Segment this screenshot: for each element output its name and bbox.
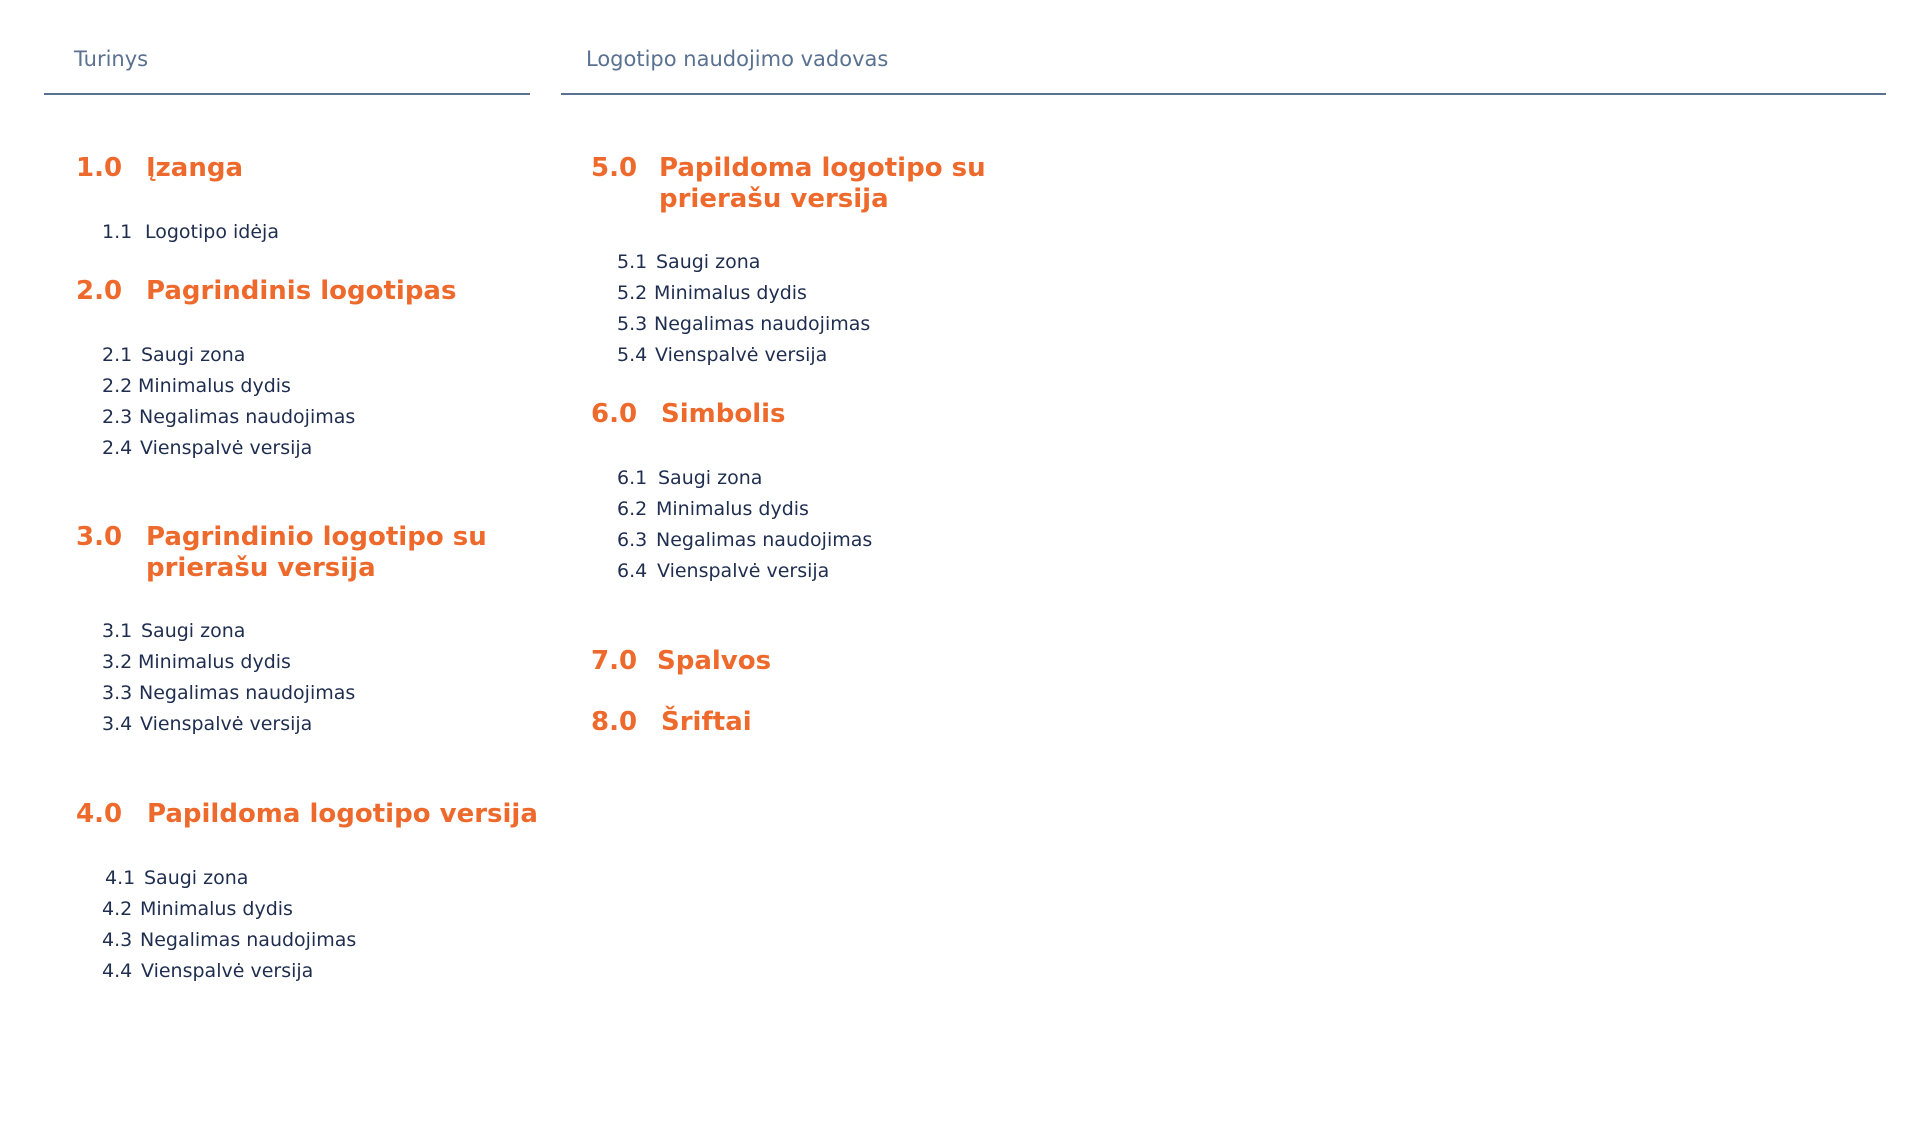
item-number: 5.2 xyxy=(617,282,648,304)
toc-section-3[interactable] xyxy=(76,522,487,735)
toc-item-6-1[interactable] xyxy=(617,463,872,494)
item-label: Vienspalvė versija xyxy=(140,713,313,735)
item-label: Negalimas naudojimas xyxy=(654,313,871,335)
item-number: 6.4 xyxy=(617,560,648,582)
item-label: Minimalus dydis xyxy=(656,498,809,520)
subsection-list xyxy=(617,463,872,587)
section-title-line-2: prierašu versija xyxy=(659,184,889,214)
section-number: 1.0 xyxy=(76,153,123,183)
item-label: Vienspalvė versija xyxy=(141,960,314,982)
section-title-text: Spalvos xyxy=(657,646,772,676)
item-label: Negalimas naudojimas xyxy=(140,929,357,951)
toc-item-4-4[interactable] xyxy=(102,956,356,987)
toc-section-4[interactable] xyxy=(76,799,538,982)
item-label: Saugi zona xyxy=(658,467,763,489)
section-title xyxy=(591,646,771,677)
section-title xyxy=(591,399,786,430)
item-label: Minimalus dydis xyxy=(138,651,291,673)
item-number: 4.3 xyxy=(102,929,133,951)
section-number: 4.0 xyxy=(76,799,123,829)
item-number: 2.1 xyxy=(102,344,133,366)
section-title-text: Pagrindinis logotipas xyxy=(146,276,457,306)
toc-item-4-2[interactable] xyxy=(102,894,356,925)
section-title-text: Papildoma logotipo versija xyxy=(147,799,538,829)
item-number: 2.3 xyxy=(102,406,133,428)
section-number: 5.0 xyxy=(591,153,638,183)
section-title-text: Šriftai xyxy=(661,707,752,737)
subsection-list xyxy=(102,340,355,464)
toc-item-4-1[interactable] xyxy=(105,863,356,894)
section-number: 2.0 xyxy=(76,276,123,306)
item-label: Vienspalvė versija xyxy=(140,437,313,459)
toc-item-2-4[interactable] xyxy=(102,433,355,464)
item-label: Saugi zona xyxy=(144,867,249,889)
item-number: 5.3 xyxy=(617,313,648,335)
item-number: 4.1 xyxy=(105,867,136,889)
toc-item-2-3[interactable] xyxy=(102,402,355,433)
toc-item-3-4[interactable] xyxy=(102,709,355,740)
section-title-text xyxy=(659,153,986,215)
section-title xyxy=(591,153,986,215)
item-number: 2.4 xyxy=(102,437,133,459)
section-title xyxy=(76,522,487,584)
item-label: Minimalus dydis xyxy=(140,898,293,920)
toc-section-7[interactable] xyxy=(591,646,771,677)
toc-item-3-3[interactable] xyxy=(102,678,355,709)
section-title xyxy=(76,276,456,307)
item-label: Saugi zona xyxy=(656,251,761,273)
section-number: 6.0 xyxy=(591,399,638,429)
item-number: 5.1 xyxy=(617,251,648,273)
toc-section-8[interactable] xyxy=(591,707,752,738)
section-title-line-1: Papildoma logotipo su xyxy=(659,153,986,183)
item-number: 6.2 xyxy=(617,498,648,520)
item-number: 2.2 xyxy=(102,375,133,397)
item-label: Minimalus dydis xyxy=(654,282,807,304)
item-number: 3.2 xyxy=(102,651,133,673)
subsection-list xyxy=(102,217,279,248)
subsection-list xyxy=(617,247,870,371)
guide-header xyxy=(561,0,1886,95)
contents-header-label: Turinys xyxy=(74,47,149,71)
section-title xyxy=(76,153,243,184)
section-title xyxy=(76,799,538,830)
item-number: 4.4 xyxy=(102,960,133,982)
toc-item-5-2[interactable] xyxy=(617,278,870,309)
toc-section-6[interactable] xyxy=(591,399,873,582)
toc-item-1-1[interactable] xyxy=(102,217,279,248)
item-label: Negalimas naudojimas xyxy=(139,682,356,704)
section-title-text xyxy=(146,522,487,584)
item-number: 3.4 xyxy=(102,713,133,735)
toc-item-5-1[interactable] xyxy=(617,247,870,278)
contents-header xyxy=(44,0,530,95)
toc-item-3-1[interactable] xyxy=(102,616,355,647)
toc-item-3-2[interactable] xyxy=(102,647,355,678)
item-label: Logotipo idėja xyxy=(145,221,279,243)
item-label: Minimalus dydis xyxy=(138,375,291,397)
item-label: Saugi zona xyxy=(141,344,246,366)
item-number: 1.1 xyxy=(102,221,133,243)
section-title-line-1: Pagrindinio logotipo su xyxy=(146,522,487,552)
section-title-text: Įzanga xyxy=(146,153,244,183)
item-label: Vienspalvė versija xyxy=(655,344,828,366)
toc-item-6-2[interactable] xyxy=(617,494,872,525)
section-title-text: Simbolis xyxy=(661,399,786,429)
item-number: 3.3 xyxy=(102,682,133,704)
item-label: Negalimas naudojimas xyxy=(139,406,356,428)
item-label: Vienspalvė versija xyxy=(657,560,830,582)
section-title xyxy=(591,707,752,738)
item-number: 6.1 xyxy=(617,467,648,489)
item-number: 6.3 xyxy=(617,529,648,551)
item-label: Saugi zona xyxy=(141,620,246,642)
section-number: 7.0 xyxy=(591,646,638,676)
toc-item-6-4[interactable] xyxy=(617,556,872,587)
toc-item-4-3[interactable] xyxy=(102,925,356,956)
toc-item-5-4[interactable] xyxy=(617,340,870,371)
toc-item-2-1[interactable] xyxy=(102,340,355,371)
toc-item-5-3[interactable] xyxy=(617,309,870,340)
subsection-list xyxy=(102,863,356,987)
toc-item-6-3[interactable] xyxy=(617,525,872,556)
item-number: 3.1 xyxy=(102,620,133,642)
item-number: 4.2 xyxy=(102,898,133,920)
section-number: 8.0 xyxy=(591,707,638,737)
toc-section-2[interactable] xyxy=(76,276,457,459)
section-title-line-2: prierašu versija xyxy=(146,553,376,583)
item-label: Negalimas naudojimas xyxy=(656,529,873,551)
section-number: 3.0 xyxy=(76,522,123,552)
toc-section-1[interactable] xyxy=(76,153,279,243)
toc-item-2-2[interactable] xyxy=(102,371,355,402)
item-number: 5.4 xyxy=(617,344,648,366)
subsection-list xyxy=(102,616,355,740)
toc-section-5[interactable] xyxy=(591,153,986,366)
guide-header-label: Logotipo naudojimo vadovas xyxy=(586,47,889,71)
